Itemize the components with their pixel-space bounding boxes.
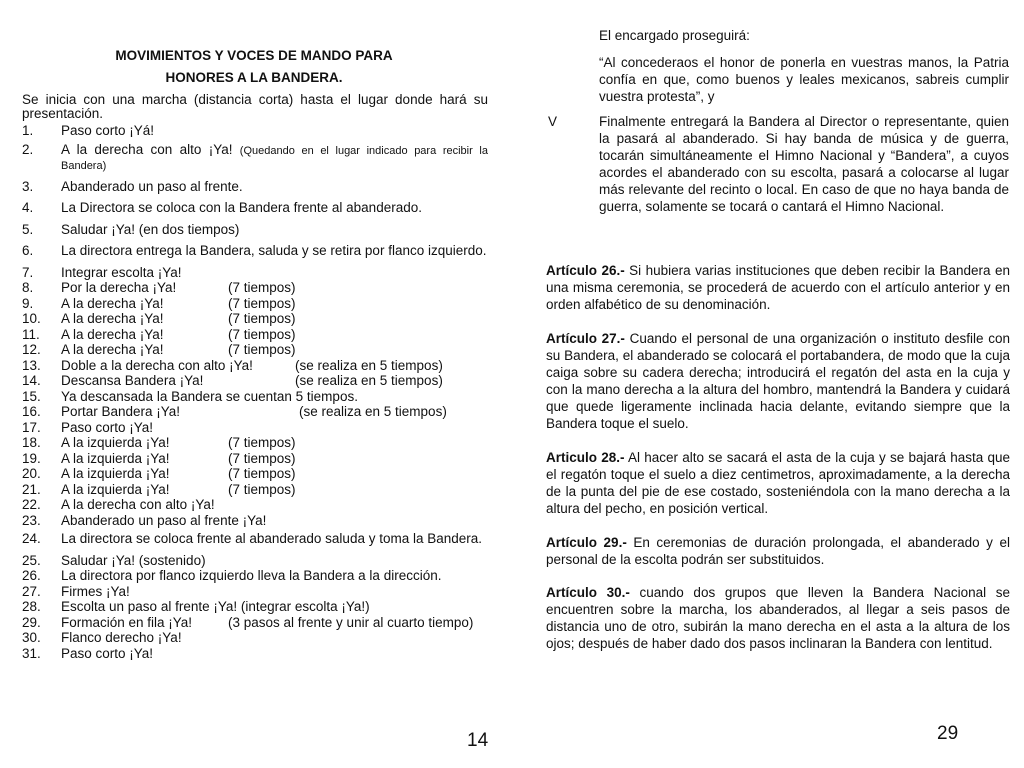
list-item-text: Portar Bandera ¡Ya!	[61, 404, 181, 419]
list-item	[22, 553, 488, 569]
list-item-extra: (7 tiempos)	[228, 280, 296, 295]
list-item	[22, 584, 488, 600]
article-26-title: Artículo 26.-	[546, 263, 625, 278]
list-item	[22, 615, 488, 631]
list-item-text: A la derecha ¡Ya!	[61, 326, 164, 342]
list-item	[22, 358, 488, 374]
list-item-text: Firmes ¡Ya!	[61, 583, 130, 599]
list-item-number: 22.	[22, 497, 41, 512]
article-30	[546, 584, 1010, 652]
article-30-text: cuando dos grupos que lleven la Bandera Nacional se encuentren sobre la marcha, los abanderados, al llegar a seis pasos de distancia uno de otro, subirán la mano derecha en el asta a la altura de los ojos; después de haber dado dos pasos inclinaran la Bandera con lentitud.	[546, 585, 1010, 651]
list-item-content	[61, 615, 488, 631]
list-item	[22, 630, 488, 646]
list-item-number: 24.	[22, 531, 41, 546]
article-26	[546, 262, 1010, 313]
article-27-text: Cuando el personal de una organización o instituto desfile con su Bandera, el abanderado se colocará el portabandera, de modo que la cuja caiga sobre su cadera derecha; introducirá el regatón del asta en la cuja y con la mano derecha a la altura del hombro, mantendrá la Bandera y cuidará que quede ligeramente inclinada hacia delante, evitando siempre que la Bandera toque el suelo.	[546, 331, 1010, 431]
list-item	[22, 200, 488, 216]
list-item	[22, 243, 488, 259]
list-item-text: A la derecha con alto ¡Ya!	[61, 497, 215, 512]
list-item	[22, 222, 488, 238]
list-item-text: A la derecha ¡Ya!	[61, 295, 164, 311]
list-item-number: 8.	[22, 280, 34, 295]
list-item-text: Escolta un paso al frente ¡Ya! (integrar escolta ¡Ya!)	[61, 599, 370, 614]
list-item-number: 29.	[22, 614, 41, 630]
list-item-number: 7.	[22, 264, 34, 280]
list-item-text: La Directora se coloca con la Bandera frente al abanderado.	[61, 200, 422, 215]
left-intro: Se inicia con una marcha (distancia corta) hasta el lugar donde hará su presentación.	[22, 92, 488, 121]
list-item-number: 6.	[22, 243, 34, 258]
article-30-title: Artículo 30.-	[546, 585, 630, 600]
list-item-number: 19.	[22, 450, 41, 466]
list-item-content	[61, 311, 488, 327]
page-number-left: 14	[467, 730, 489, 751]
list-item-content	[61, 553, 488, 569]
list-item-text: Paso corto ¡Ya!	[61, 645, 154, 661]
list-item-content	[61, 222, 488, 238]
list-item-content	[61, 243, 488, 259]
list-item-content	[61, 179, 488, 195]
list-item	[22, 123, 488, 139]
list-item-text: La directora entrega la Bandera, saluda y se retira por flanco izquierdo.	[61, 243, 487, 258]
article-29-title: Artículo 29.-	[546, 535, 627, 550]
list-item-text: Ya descansada la Bandera se cuentan 5 tiempos.	[61, 388, 358, 404]
list-item-content	[61, 466, 488, 482]
right-page	[512, 0, 1024, 768]
list-item	[22, 280, 488, 296]
list-item	[22, 327, 488, 343]
list-item	[22, 646, 488, 662]
list-item-text: La directora por flanco izquierdo lleva la Bandera a la dirección.	[61, 568, 442, 583]
list-item-content	[61, 435, 488, 451]
article-27	[546, 330, 1010, 432]
list-item-content	[61, 451, 488, 467]
list-item-content	[61, 265, 488, 281]
v-paragraph: Finalmente entregará la Bandera al Director o representante, quien la pasará al abanderado. Si hay banda de música y de guerra, tocarán simultáneamente el Himno Nacional y “Bandera”, a cuyos acordes el abanderado con su escolta, pasará a colocarse al lugar más relevante del recinto o local. En caso de que no haya banda de guerra, solamente se tocará o cantará el Himno Nacional.	[599, 114, 1009, 214]
list-item-content	[61, 646, 488, 662]
list-item-note: (Quedando en el lugar indicado para recibir la Bandera)	[61, 144, 488, 172]
list-item-number: 25.	[22, 552, 41, 568]
list-item	[22, 568, 488, 584]
v-marker: V	[548, 114, 558, 129]
list-item-extra: (7 tiempos)	[228, 435, 296, 450]
list-item-content	[61, 404, 488, 420]
list-item-number: 31.	[22, 645, 41, 661]
list-item-content	[61, 513, 488, 529]
list-item-number: 2.	[22, 141, 34, 157]
list-item-text: Doble a la derecha con alto ¡Ya!	[61, 357, 253, 373]
list-item-extra: (7 tiempos)	[228, 311, 296, 326]
article-28-text: Al hacer alto se sacará el asta de la cuja y se bajará hasta que el regatón toque el suelo a diez centimetros, aproximadamente, a la derecha de la punta del pie de ese costado, sosteniéndola con la mano derecha a la altura del pecho, en posición vertical.	[546, 450, 1010, 516]
list-item-number: 5.	[22, 221, 34, 237]
list-item-content	[61, 123, 488, 139]
list-item-text: Paso corto ¡Ya!	[61, 419, 154, 435]
list-item-extra: (7 tiempos)	[228, 481, 296, 497]
list-item	[22, 342, 488, 358]
list-item	[22, 179, 488, 195]
left-title-line1: MOVIMIENTOS Y VOCES DE MANDO PARA	[115, 48, 393, 63]
list-item	[22, 482, 488, 498]
list-item	[22, 513, 488, 529]
list-item-number: 16.	[22, 404, 41, 419]
list-item-number: 17.	[22, 419, 41, 435]
list-item-content	[61, 142, 488, 173]
list-item-number: 3.	[22, 178, 34, 194]
list-item-content	[61, 420, 488, 436]
list-item-extra: (se realiza en 5 tiempos)	[299, 404, 447, 419]
list-item-text: A la izquierda ¡Ya!	[61, 450, 170, 466]
list-item-text: A la izquierda ¡Ya!	[61, 466, 170, 481]
list-item-content	[61, 482, 488, 498]
list-item-text: Flanco derecho ¡Ya!	[61, 630, 182, 645]
right-quote: “Al concederaos el honor de ponerla en vuestras manos, la Patria confía en que, como buenos y leales mexicanos, sabreis cumplir vuestra protesta”, y	[599, 55, 1009, 104]
list-item-content	[61, 599, 488, 615]
list-item-number: 30.	[22, 630, 41, 645]
list-item-number: 21.	[22, 481, 41, 497]
list-item-number: 4.	[22, 200, 34, 215]
list-item-text: Descansa Bandera ¡Ya!	[61, 373, 204, 388]
list-item	[22, 599, 488, 615]
list-item-extra: (se realiza en 5 tiempos)	[295, 357, 443, 373]
list-item	[22, 296, 488, 312]
list-item-number: 10.	[22, 311, 41, 326]
list-item-extra: (7 tiempos)	[228, 342, 296, 357]
list-item-number: 15.	[22, 388, 41, 404]
list-item-content	[61, 531, 488, 547]
list-item-text: Abanderado un paso al frente.	[61, 178, 243, 194]
list-item-extra: (3 pasos al frente y unir al cuarto tiempo)	[228, 614, 474, 630]
list-item	[22, 265, 488, 281]
article-26-text: Si hubiera varias instituciones que deben recibir la Bandera en una misma ceremonia, se procederá de acuerdo con el artículo anterior y en orden alfabético de su denominación.	[546, 263, 1010, 312]
commands-list	[22, 123, 488, 661]
list-item-extra: (7 tiempos)	[228, 450, 296, 466]
list-item-extra: (7 tiempos)	[228, 466, 296, 481]
list-item-number: 28.	[22, 599, 41, 614]
page-number-right: 29	[937, 723, 959, 744]
list-item-text: A la izquierda ¡Ya!	[61, 435, 170, 450]
list-item	[22, 404, 488, 420]
list-item-text: A la derecha ¡Ya!	[61, 311, 164, 326]
list-item	[22, 142, 488, 173]
list-item-text: A la izquierda ¡Ya!	[61, 481, 170, 497]
list-item	[22, 389, 488, 405]
list-item-content	[61, 358, 488, 374]
list-item-number: 18.	[22, 435, 41, 450]
list-item-text: Saludar ¡Ya! (sostenido)	[61, 552, 206, 568]
list-item-number: 26.	[22, 568, 41, 583]
list-item-extra: (7 tiempos)	[228, 326, 296, 342]
article-28-title: Articulo 28.-	[546, 450, 625, 465]
list-item-content	[61, 389, 488, 405]
article-29	[546, 534, 1010, 568]
list-item-text: A la derecha con alto ¡Ya!	[61, 141, 233, 157]
list-item-text: Por la derecha ¡Ya!	[61, 280, 177, 295]
list-item-content	[61, 342, 488, 358]
list-item-text: Paso corto ¡Yá!	[61, 123, 155, 138]
right-lead: El encargado proseguirá:	[599, 28, 750, 43]
list-item-text: Abanderado un paso al frente ¡Ya!	[61, 512, 267, 528]
article-28	[546, 449, 1010, 517]
list-item-extra: (7 tiempos)	[228, 295, 296, 311]
list-item-text: La directora se coloca frente al abanderado saluda y toma la Bandera.	[61, 531, 483, 546]
article-29-text: En ceremonias de duración prolongada, el abanderado y el personal de la escolta podrán ser substituidos.	[546, 535, 1010, 567]
list-item-number: 11.	[22, 326, 40, 342]
list-item-content	[61, 373, 488, 389]
list-item-content	[61, 280, 488, 296]
list-item-content	[61, 568, 488, 584]
article-27-title: Artículo 27.-	[546, 331, 625, 346]
list-item-content	[61, 630, 488, 646]
list-item-number: 13.	[22, 357, 41, 373]
list-item-number: 9.	[22, 295, 34, 311]
list-item-content	[61, 200, 488, 216]
list-item	[22, 497, 488, 513]
list-item	[22, 531, 488, 547]
list-item-text: Formación en fila ¡Ya!	[61, 614, 193, 630]
left-title-line2: HONORES A LA BANDERA.	[165, 70, 343, 85]
list-item-content	[61, 584, 488, 600]
list-item-number: 12.	[22, 342, 41, 357]
list-item-text: Saludar ¡Ya! (en dos tiempos)	[61, 221, 240, 237]
list-item	[22, 466, 488, 482]
list-item-number: 23.	[22, 512, 41, 528]
list-item-number: 1.	[22, 123, 34, 138]
list-item-number: 20.	[22, 466, 41, 481]
list-item	[22, 420, 488, 436]
list-item-text: Integrar escolta ¡Ya!	[61, 264, 182, 280]
list-item-number: 14.	[22, 373, 41, 388]
list-item-content	[61, 296, 488, 312]
list-item	[22, 451, 488, 467]
list-item	[22, 435, 488, 451]
list-item-content	[61, 497, 488, 513]
list-item	[22, 311, 488, 327]
list-item-number: 27.	[22, 583, 41, 599]
list-item-content	[61, 327, 488, 343]
list-item-extra: (se realiza en 5 tiempos)	[295, 373, 443, 388]
list-item	[22, 373, 488, 389]
list-item-text: A la derecha ¡Ya!	[61, 342, 164, 357]
